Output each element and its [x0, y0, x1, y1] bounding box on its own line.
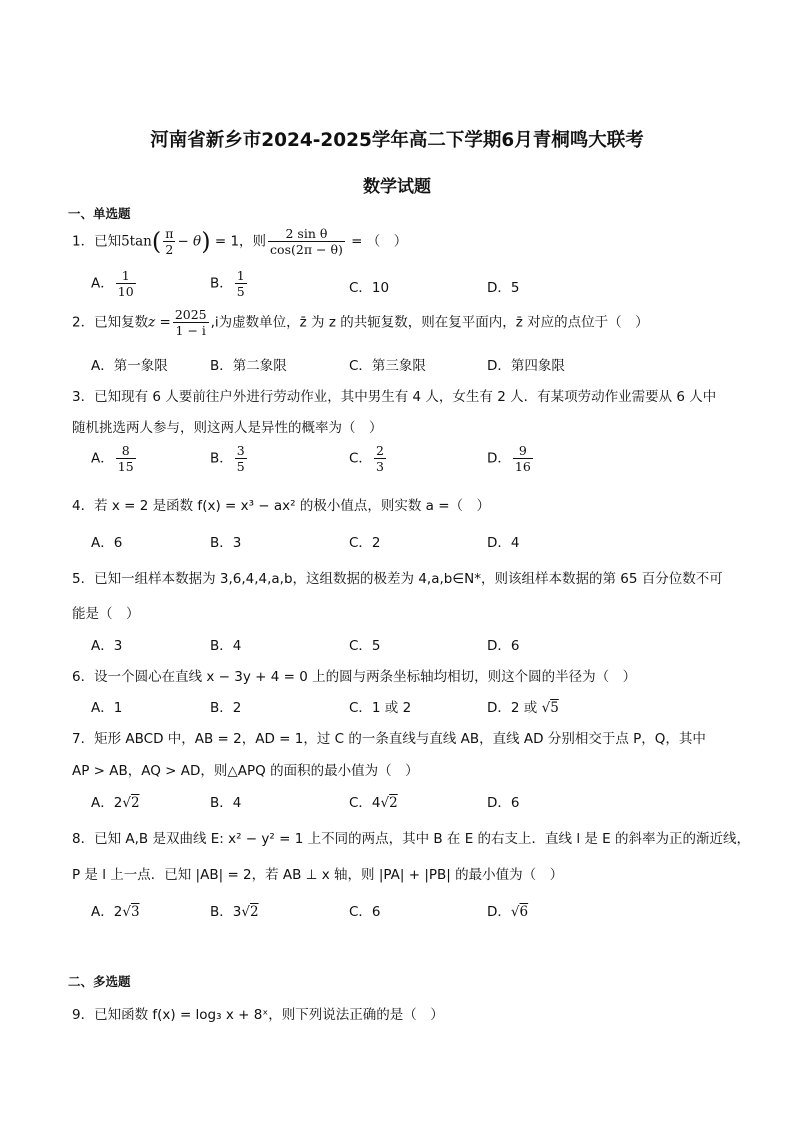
- q4-option-d: D．4: [487, 535, 520, 551]
- question-4: 4．若 x = 2 是函数 f(x) = x³ − ax² 的极小值点，则实数 a =（ ）: [72, 498, 491, 514]
- q8-option-d: D．√6: [487, 904, 529, 920]
- q6-option-c: C．1 或 2: [349, 700, 412, 716]
- q1-eq: = 1，则: [210, 233, 267, 250]
- q1-coef: 5tan: [121, 233, 152, 250]
- q7-option-a: A．2√2: [91, 795, 140, 811]
- question-5-line-1: 5．已知一组样本数据为 3,6,4,4,a,b，这组数据的极差为 4,a,b∈N*，则该组样本数据的第 65 百分位数不可: [72, 571, 723, 587]
- q1-option-a: A． $\frac{1}{10}$: [91, 268, 134, 299]
- question-8-line-1: 8．已知 A,B 是双曲线 E: x² − y² = 1 上不同的两点，其中 B 在 E 的右支上．直线 l 是 E 的斜率为正的渐近线，: [72, 831, 750, 847]
- page-title: 河南省新乡市2024-2025学年高二下学期6月青桐鸣大联考: [150, 130, 644, 151]
- q8-option-c: C．6: [349, 904, 381, 920]
- q5-option-d: D．6: [487, 638, 520, 654]
- q5-option-b: B．4: [210, 638, 242, 654]
- q1-option-b: B． $\frac{1}{5}$: [210, 268, 245, 299]
- question-8-line-2: P 是 l 上一点．已知 |AB| = 2，若 AB ⊥ x 轴，则 |PA| + |PB| 的最小值为（ ）: [72, 867, 564, 883]
- q3-option-b: B． $\frac{3}{5}$: [210, 443, 245, 474]
- q6-option-d: D．2 或 √5: [487, 700, 559, 716]
- q2-option-a: A．第一象限: [91, 358, 168, 374]
- question-5-line-2: 能是（ ）: [72, 606, 140, 622]
- q1-main-fraction: $\frac{\text{2 sin θ}}{\cos(2\pi - \theta)}$: [270, 226, 343, 257]
- question-7-line-1: 7．矩形 ABCD 中，AB = 2，AD = 1，过 C 的一条直线与直线 AB，直线 AD 分别相交于点 P，Q，其中: [72, 731, 706, 747]
- q2-option-c: C．第三象限: [349, 358, 426, 374]
- q1-pi-fraction: $\frac{\pi}{2}$: [165, 226, 174, 257]
- q3-option-d: D． $\frac{9}{16}$: [487, 443, 531, 474]
- question-3-line-1: 3．已知现有 6 人要前往户外进行劳动作业，其中男生有 4 人，女生有 2 人．有某项劳动作业需要从 6 人中: [72, 389, 717, 405]
- section-heading-multi-choice: 二、多选题: [68, 974, 131, 989]
- q3-option-a: A． $\frac{8}{15}$: [91, 443, 134, 474]
- question-2: 2．已知复数z = $\frac{2025}{1 - i}$ ,i为虚数单位，z̄ 为 z 的共轭复数，则在复平面内，z̄ 对应的点位于（ ）: [72, 307, 649, 338]
- q7-option-b: B．4: [210, 795, 242, 811]
- q2-option-b: B．第二象限: [210, 358, 287, 374]
- q7-option-c: C．4√2: [349, 795, 398, 811]
- q5-option-a: A．3: [91, 638, 123, 654]
- q4-option-b: B．3: [210, 535, 242, 551]
- q6-option-a: A．1: [91, 700, 123, 716]
- q1-option-c: C．10: [349, 280, 390, 296]
- q2-option-d: D．第四象限: [487, 358, 565, 374]
- q8-option-b: B．3√2: [210, 904, 259, 920]
- page-subtitle: 数学试题: [363, 177, 431, 197]
- q3-option-c: C． $\frac{2}{3}$: [349, 443, 384, 474]
- q8-option-a: A．2√3: [91, 904, 140, 920]
- q1-tail: = （ ）: [346, 233, 408, 250]
- question-1: 1．已知5tan( $\frac{\pi}{2}$ − θ) = 1，则 $\frac{\text{2 sin θ}}{\cos(2\pi - \theta)}$ = （ ）: [72, 226, 408, 257]
- question-9: 9．已知函数 f(x) = log₃ x + 8ˣ，则下列说法正确的是（ ）: [72, 1007, 444, 1023]
- question-3-line-2: 随机挑选两人参与，则这两人是异性的概率为（ ）: [72, 420, 383, 436]
- section-heading-single-choice: 一、单选题: [68, 206, 131, 221]
- q4-option-a: A．6: [91, 535, 123, 551]
- q4-option-c: C．2: [349, 535, 381, 551]
- question-6: 6．设一个圆心在直线 x − 3y + 4 = 0 上的圆与两条坐标轴均相切，则这个圆的半径为（ ）: [72, 669, 637, 685]
- q6-option-b: B．2: [210, 700, 242, 716]
- q2-fraction: $\frac{2025}{1 - i}$: [174, 307, 207, 338]
- q7-option-d: D．6: [487, 795, 520, 811]
- q5-option-c: C．5: [349, 638, 381, 654]
- question-7-line-2: AP > AB，AQ > AD，则△APQ 的面积的最小值为（ ）: [72, 763, 419, 779]
- q1-minus-theta: − θ: [177, 233, 202, 250]
- q1-prefix: 1．已知: [72, 233, 122, 250]
- q1-option-d: D．5: [487, 280, 520, 296]
